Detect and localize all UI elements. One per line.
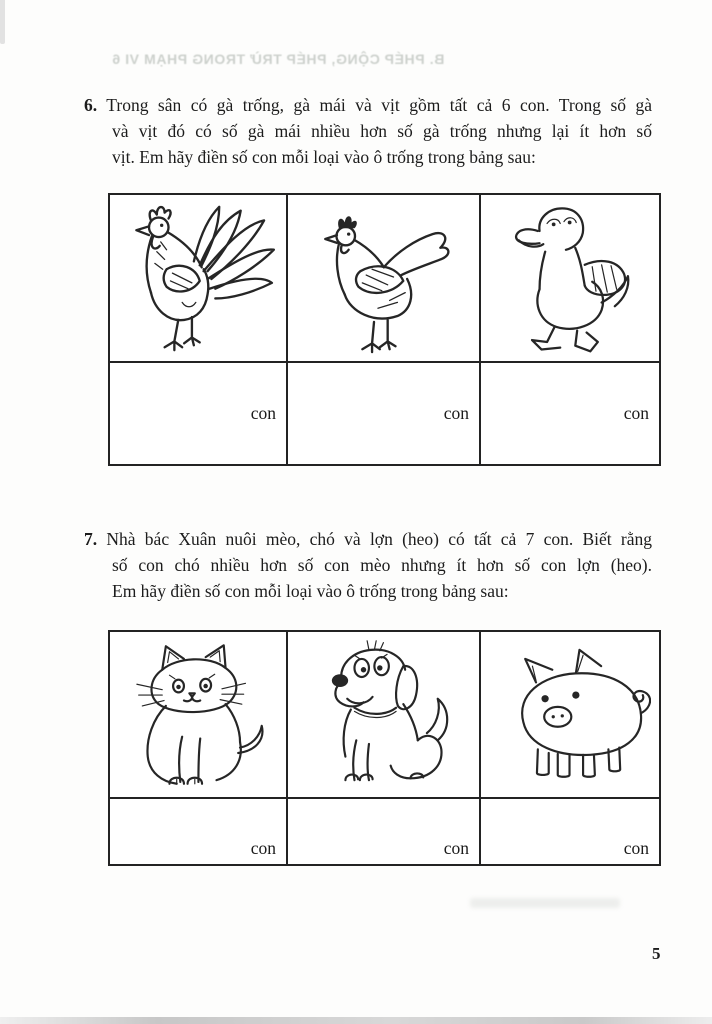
table-cell-pig (481, 632, 659, 799)
scan-bottom-edge (0, 1017, 712, 1024)
rooster-image (110, 199, 286, 357)
problem-6-number: 6. (84, 95, 98, 115)
problem-7-line-2: số con chó nhiều hơn số con mèo nhưng ít hơn số con lợn (heo). (112, 555, 652, 575)
answer-cell-dog (288, 799, 481, 864)
answer-cell-duck (481, 363, 659, 464)
bleed-smudge (470, 898, 620, 908)
duck-image (485, 199, 654, 357)
problem-6-line-1-text: Trong sân có gà trống, gà mái và vịt gồm tất cả 6 con. Trong số gà (106, 95, 652, 115)
scan-edge-artifact (0, 0, 5, 44)
answer-cell-cat (110, 799, 288, 864)
page-number: 5 (652, 944, 661, 963)
unit-label: con (443, 838, 469, 858)
problem-7-line-3: Em hãy điền số con mỗi loại vào ô trống trong bảng sau: (112, 581, 509, 601)
bleedthrough-header: B. PHÉP CỘNG, PHÉP TRỪ TRONG PHẠM VI 6 (111, 51, 445, 67)
problem-7-table (108, 630, 661, 866)
problem-7-number: 7. (84, 529, 98, 549)
dog-image (302, 639, 465, 791)
problem-7-line-1-text: Nhà bác Xuân nuôi mèo, chó và lợn (heo) có tất cả 7 con. Biết rằng (106, 529, 653, 549)
table-cell-cat (110, 632, 288, 799)
unit-label: con (623, 403, 649, 423)
problem-7 (84, 526, 652, 604)
unit-label: con (623, 838, 649, 858)
problem-6-line-2: và vịt đó có số gà mái nhiều hơn số gà trống nhưng lại ít hơn số (112, 121, 652, 141)
answer-cell-hen (288, 363, 481, 464)
answer-cell-pig (481, 799, 659, 864)
problem-6-line-1 (84, 92, 652, 118)
unit-label: con (250, 838, 276, 858)
answer-cell-rooster (110, 363, 288, 464)
table-cell-hen (288, 195, 481, 363)
unit-label: con (443, 403, 469, 423)
problem-6 (84, 92, 652, 170)
table-cell-rooster (110, 195, 288, 363)
pig-image (489, 639, 652, 791)
problem-6-line-3: vịt. Em hãy điền số con mỗi loại vào ô trống trong bảng sau: (112, 147, 536, 167)
table-cell-duck (481, 195, 659, 363)
cat-image (117, 639, 280, 791)
table-cell-dog (288, 632, 481, 799)
hen-image (296, 199, 472, 357)
unit-label: con (250, 403, 276, 423)
problem-6-table (108, 193, 661, 466)
problem-7-line-1 (84, 526, 652, 552)
